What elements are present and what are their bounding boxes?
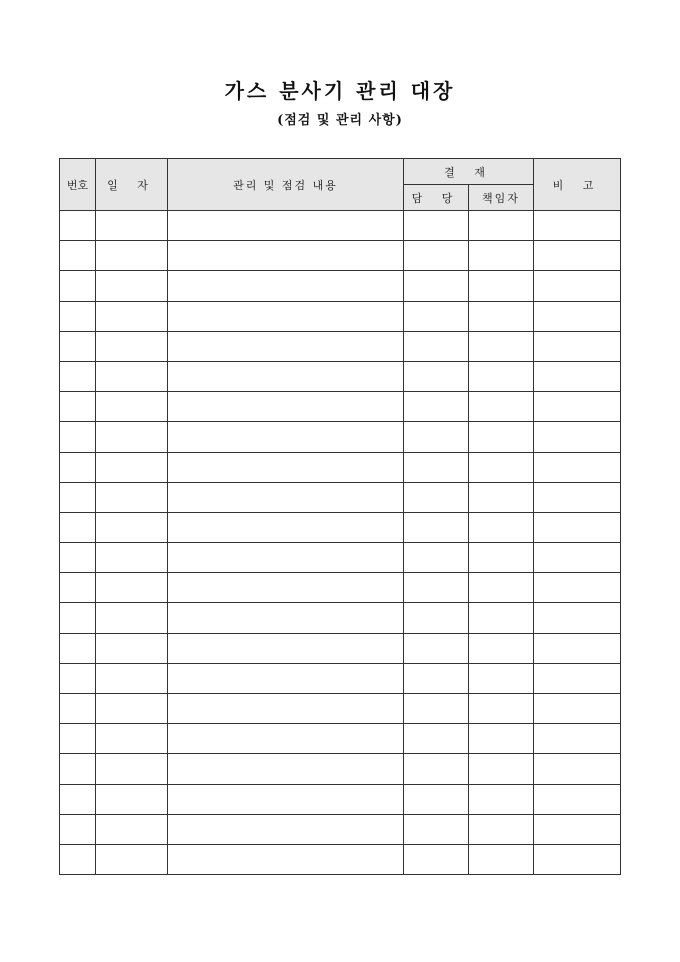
content-cell [168,241,404,271]
staff-sign-cell [404,211,469,241]
manager-sign-cell [469,603,534,633]
header-row-top [60,159,621,185]
table-row [60,543,621,573]
remarks-cell [534,452,621,482]
table-row [60,331,621,361]
staff-sign-cell [404,512,469,542]
date-cell [96,422,168,452]
manager-sign-cell [469,241,534,271]
manager-sign-cell [469,482,534,512]
table-header [60,159,621,211]
table-row [60,452,621,482]
manager-sign-cell [469,844,534,874]
remarks-cell [534,271,621,301]
date-cell [96,543,168,573]
content-cell [168,844,404,874]
content-cell [168,603,404,633]
number-cell [60,603,96,633]
number-cell [60,784,96,814]
number-cell [60,482,96,512]
date-cell [96,814,168,844]
staff-sign-cell [404,633,469,663]
number-cell [60,724,96,754]
date-cell [96,452,168,482]
header-content: 관리 및 점검 내용 [168,159,404,211]
date-cell [96,844,168,874]
remarks-cell [534,241,621,271]
content-cell [168,301,404,331]
table-row [60,271,621,301]
content-cell [168,633,404,663]
manager-sign-cell [469,512,534,542]
table-row [60,211,621,241]
content-cell [168,482,404,512]
date-cell [96,482,168,512]
number-cell [60,754,96,784]
table-row [60,663,621,693]
remarks-cell [534,512,621,542]
date-cell [96,271,168,301]
date-cell [96,331,168,361]
content-cell [168,361,404,391]
staff-sign-cell [404,784,469,814]
manager-sign-cell [469,784,534,814]
number-cell [60,211,96,241]
content-cell [168,784,404,814]
staff-sign-cell [404,603,469,633]
remarks-cell [534,633,621,663]
number-cell [60,814,96,844]
remarks-cell [534,784,621,814]
remarks-cell [534,663,621,693]
manager-sign-cell [469,361,534,391]
staff-sign-cell [404,301,469,331]
management-ledger-table [59,158,621,875]
header-number: 번호 [60,159,96,211]
remarks-cell [534,543,621,573]
staff-sign-cell [404,724,469,754]
content-cell [168,694,404,724]
content-cell [168,211,404,241]
number-cell [60,543,96,573]
manager-sign-cell [469,301,534,331]
staff-sign-cell [404,331,469,361]
content-cell [168,724,404,754]
manager-sign-cell [469,271,534,301]
date-cell [96,301,168,331]
number-cell [60,663,96,693]
remarks-cell [534,814,621,844]
remarks-cell [534,694,621,724]
number-cell [60,512,96,542]
content-cell [168,452,404,482]
document-title: 가스 분사기 관리 대장 [224,79,456,103]
content-cell [168,331,404,361]
content-cell [168,392,404,422]
table-row [60,694,621,724]
staff-sign-cell [404,392,469,422]
table-row [60,361,621,391]
table-row [60,844,621,874]
table-row [60,301,621,331]
staff-sign-cell [404,754,469,784]
number-cell [60,452,96,482]
remarks-cell [534,573,621,603]
table-row [60,724,621,754]
remarks-cell [534,361,621,391]
table-row [60,754,621,784]
number-cell [60,422,96,452]
remarks-cell [534,422,621,452]
number-cell [60,844,96,874]
header-approval-staff: 담 당 [404,185,469,211]
content-cell [168,512,404,542]
remarks-cell [534,724,621,754]
number-cell [60,331,96,361]
number-cell [60,301,96,331]
date-cell [96,512,168,542]
staff-sign-cell [404,361,469,391]
remarks-cell [534,331,621,361]
header-date: 일 자 [96,159,168,211]
table-row [60,814,621,844]
manager-sign-cell [469,392,534,422]
manager-sign-cell [469,694,534,724]
staff-sign-cell [404,694,469,724]
manager-sign-cell [469,754,534,784]
header-approval: 결 재 [404,159,534,185]
number-cell [60,241,96,271]
table-row [60,512,621,542]
date-cell [96,361,168,391]
number-cell [60,392,96,422]
staff-sign-cell [404,663,469,693]
manager-sign-cell [469,573,534,603]
content-cell [168,271,404,301]
table-body [60,211,621,875]
number-cell [60,633,96,663]
staff-sign-cell [404,543,469,573]
content-cell [168,573,404,603]
staff-sign-cell [404,844,469,874]
table-row [60,603,621,633]
date-cell [96,573,168,603]
table-row [60,784,621,814]
remarks-cell [534,844,621,874]
staff-sign-cell [404,573,469,603]
remarks-cell [534,754,621,784]
content-cell [168,422,404,452]
manager-sign-cell [469,422,534,452]
number-cell [60,361,96,391]
number-cell [60,573,96,603]
remarks-cell [534,392,621,422]
staff-sign-cell [404,271,469,301]
manager-sign-cell [469,814,534,844]
date-cell [96,392,168,422]
manager-sign-cell [469,331,534,361]
table-row [60,633,621,663]
table-row [60,422,621,452]
date-cell [96,694,168,724]
document-subtitle: (점검 및 관리 사항) [277,113,403,128]
manager-sign-cell [469,633,534,663]
number-cell [60,694,96,724]
manager-sign-cell [469,211,534,241]
date-cell [96,663,168,693]
header-approval-manager: 책임자 [469,185,534,211]
content-cell [168,543,404,573]
content-cell [168,663,404,693]
date-cell [96,241,168,271]
content-cell [168,814,404,844]
date-cell [96,784,168,814]
table-row [60,392,621,422]
date-cell [96,754,168,784]
date-cell [96,633,168,663]
staff-sign-cell [404,422,469,452]
date-cell [96,211,168,241]
header-remarks: 비 고 [534,159,621,211]
number-cell [60,271,96,301]
table-row [60,482,621,512]
remarks-cell [534,301,621,331]
date-cell [96,603,168,633]
date-cell [96,724,168,754]
table-row [60,573,621,603]
manager-sign-cell [469,663,534,693]
remarks-cell [534,482,621,512]
staff-sign-cell [404,241,469,271]
remarks-cell [534,211,621,241]
manager-sign-cell [469,724,534,754]
staff-sign-cell [404,482,469,512]
manager-sign-cell [469,543,534,573]
remarks-cell [534,603,621,633]
content-cell [168,754,404,784]
table-row [60,241,621,271]
staff-sign-cell [404,814,469,844]
manager-sign-cell [469,452,534,482]
staff-sign-cell [404,452,469,482]
